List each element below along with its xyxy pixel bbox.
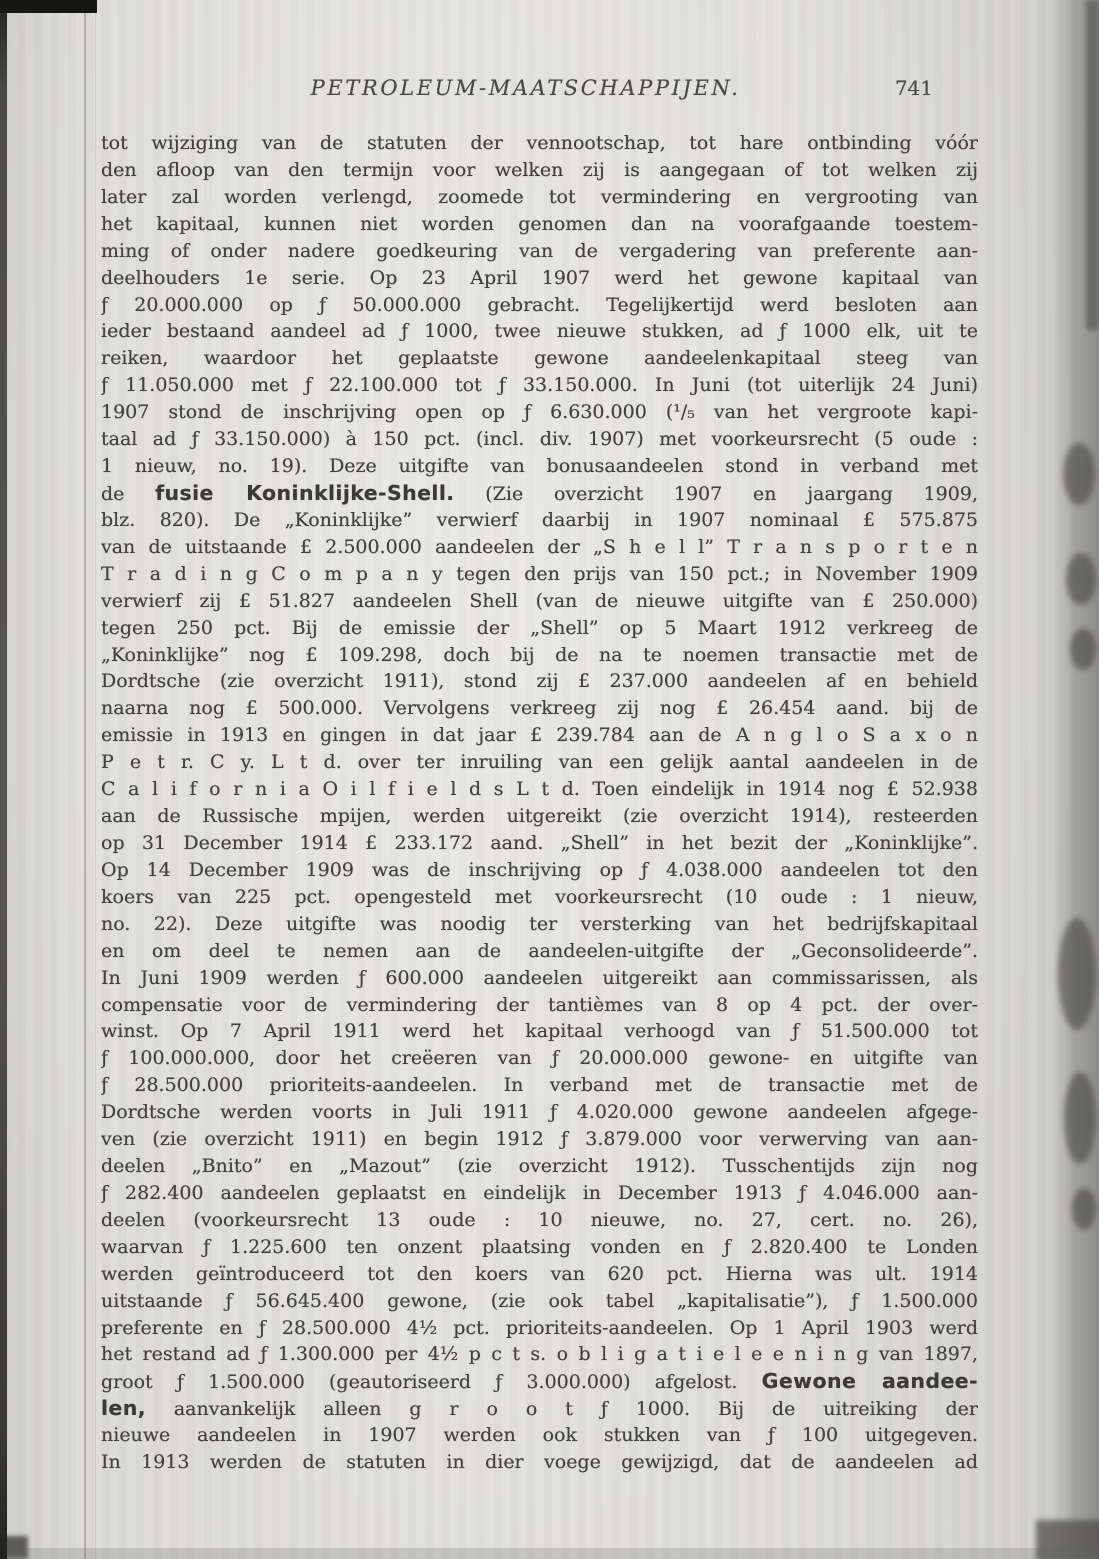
text-run: naarna nog £ 500.000. Vervolgens verkreeg zij nog £ 26.454 aand. bij de (101, 697, 978, 720)
text-line (101, 803, 978, 830)
text-line (101, 561, 978, 588)
page-gutter-crease-faint (95, 0, 96, 1559)
text-run: winst. Op 7 April 1911 werd het kapitaal verhoogd van ƒ 51.500.000 tot (101, 1020, 978, 1043)
text-line (101, 1072, 978, 1099)
text-run: Dordtsche werden voorts in Juli 1911 ƒ 4.020.000 gewone aandeelen afgege- (101, 1101, 978, 1124)
text-run: deelen (voorkeursrecht 13 oude : 10 nieuwe, no. 27, cert. no. 26), (101, 1208, 978, 1231)
running-head (101, 76, 978, 102)
text-line (101, 830, 978, 857)
text-line (101, 1126, 978, 1153)
text-run: reiken, waardoor het geplaatste gewone aandeelenkapitaal steeg van (101, 347, 978, 370)
text-run: emissie in 1913 en gingen in dat jaar £ 239.784 aan de A n g l o S a x o n (101, 724, 978, 747)
text-line (101, 480, 978, 507)
bold-run: Gewone aandee- (761, 1369, 978, 1394)
scan-corner-bottom-left (0, 1536, 28, 1559)
text-line (101, 184, 978, 211)
text-run: deelhouders 1e serie. Op 23 April 1907 werd het gewone kapitaal van (101, 266, 978, 289)
text-line (101, 507, 978, 534)
scan-smudge (1066, 553, 1096, 605)
text-run: groot ƒ 1.500.000 (geautoriseerd ƒ 3.000.000) afgelost. (101, 1371, 762, 1394)
text-line (101, 292, 978, 319)
text-run: de (101, 482, 156, 505)
text-line (101, 1207, 978, 1234)
text-run: tot wijziging van de statuten der vennootschap, tot hare ontbinding vóór (101, 132, 978, 154)
text-run: In Juni 1909 werden ƒ 600.000 aandeelen uitgereikt aan commissarissen, als (101, 966, 978, 989)
text-run: Op 14 December 1909 was de inschrijving op ƒ 4.038.000 aandeelen tot den (101, 858, 978, 881)
text-line (101, 318, 978, 345)
text-run: preferente en ƒ 28.500.000 4½ pct. prioriteits-aandeelen. Op 1 April 1903 werd (101, 1316, 978, 1339)
text-run: van de uitstaande £ 2.500.000 aandeelen der „S h e l l” T r a n s p o r t e n (101, 535, 978, 558)
text-line (101, 345, 978, 372)
text-run: deelen „Bnito” en „Mazout” (zie overzicht 1912). Tusschentijds zijn nog (101, 1155, 978, 1178)
text-line (101, 668, 978, 695)
text-line (101, 211, 978, 238)
page-number: 741 (894, 76, 933, 100)
scan-smudge (1072, 1188, 1096, 1230)
text-run: werden geïntroduceerd tot den koers van 620 pct. Hierna was ult. 1914 (101, 1262, 978, 1285)
bold-run: len, (101, 1396, 146, 1421)
text-line (101, 938, 978, 965)
text-line (101, 1422, 978, 1449)
text-line (101, 1368, 978, 1395)
text-run: ƒ 100.000.000, door het creëeren van ƒ 20.000.000 gewone- en uitgifte van (101, 1047, 978, 1070)
text-line (101, 453, 978, 480)
text-run: nieuwe aandeelen in 1907 werden ook stukken van ƒ 100 uitgegeven. (101, 1424, 978, 1447)
text-line (101, 615, 978, 642)
text-line (101, 1099, 978, 1126)
text-line (101, 1261, 978, 1288)
text-line (101, 722, 978, 749)
text-run: ƒ 11.050.000 met ƒ 22.100.000 tot ƒ 33.150.000. In Juni (tot uiterlijk 24 Juni) (101, 374, 978, 397)
page-gutter-crease (84, 0, 86, 1559)
text-run: den afloop van den termijn voor welken zij is aangegaan of tot welken zij (101, 158, 978, 181)
text-run: ming of onder nadere goedkeuring van de vergadering van preferente aan- (101, 239, 978, 262)
text-run: 1 nieuw, no. 19). Deze uitgifte van bonusaandeelen stond in verband met (101, 455, 978, 478)
text-line (101, 911, 978, 938)
text-line (101, 1341, 978, 1368)
text-line (101, 1288, 978, 1315)
text-line (101, 426, 978, 453)
text-run: P e t r. C y. L t d. over ter inruiling van een gelijk aantal aandeelen in de (101, 751, 978, 774)
text-line (101, 1395, 978, 1422)
text-line (101, 965, 978, 992)
text-run: taal ad ƒ 33.150.000) à 150 pct. (incl. div. 1907) met voorkeursrecht (5 oude : (101, 428, 978, 451)
text-line (101, 695, 978, 722)
text-run: en om deel te nemen aan de aandeelen-uitgifte der „Geconsolideerde”. (101, 939, 978, 962)
text-run: no. 22). Deze uitgifte was noodig ter versterking van het bedrijfskapitaal (101, 912, 978, 935)
text-run: (Zie overzicht 1907 en jaargang 1909, (454, 482, 978, 505)
scan-bottom-shadow (0, 1548, 1099, 1559)
text-line (101, 749, 978, 776)
text-run: het restand ad ƒ 1.300.000 per 4½ p c t s. o b l i g a t i e l e e n i n g van 1897, (101, 1343, 978, 1366)
text-run: tegen 250 pct. Bij de emissie der „Shell” op 5 Maart 1912 verkreeg de (101, 616, 978, 639)
text-run: aan de Russische mpijen, werden uitgereikt (zie overzicht 1914), resteerden (101, 805, 978, 828)
scan-smudge (1058, 918, 1096, 1030)
text-run: verwierf zij £ 51.827 aandeelen Shell (van de nieuwe uitgifte van £ 250.000) (101, 589, 978, 612)
scan-edge-right (1055, 0, 1099, 1559)
bold-run: fusie Koninklijke-Shell. (155, 480, 455, 505)
text-run: In 1913 werden de statuten in dier voege gewijzigd, dat de aandeelen ad (101, 1451, 978, 1474)
text-run: later zal worden verlengd, zoomede tot vermindering en vergrooting van (101, 185, 978, 208)
text-line (101, 1180, 978, 1207)
text-run: op 31 December 1914 £ 233.172 aand. „Shell” in het bezit der „Koninklijke”. (101, 831, 978, 854)
text-line (101, 1153, 978, 1180)
text-line (101, 1449, 978, 1476)
text-run: ieder bestaand aandeel ad ƒ 1000, twee nieuwe stukken, ad ƒ 1000 elk, uit te (101, 320, 978, 343)
text-run: waarvan ƒ 1.225.600 ten onzent plaatsing vonden en ƒ 2.820.400 te Londen (101, 1235, 978, 1258)
text-run: „Koninklijke” nog £ 109.298, doch bij de na te noemen transactie met de (101, 643, 978, 666)
body-text (101, 130, 978, 1476)
text-run: compensatie voor de vermindering der tantièmes van 8 op 4 pct. der over- (101, 993, 978, 1016)
text-line (101, 534, 978, 561)
text-line (101, 992, 978, 1019)
text-line (101, 1315, 978, 1342)
text-run: aanvankelijk alleen g r o o t ƒ 1000. Bij de uitreiking der (145, 1398, 978, 1421)
text-line (101, 265, 978, 292)
text-run: het kapitaal, kunnen niet worden genomen dan na voorafgaande toestem- (101, 212, 978, 235)
page-title: PETROLEUM-MAATSCHAPPIJEN. (310, 76, 741, 100)
text-run: ƒ 20.000.000 op ƒ 50.000.000 gebracht. Tegelijkertijd werd besloten aan (101, 293, 978, 316)
text-run: blz. 820). De „Koninklijke” verwierf daarbij in 1907 nominaal £ 575.875 (101, 508, 978, 531)
text-run: uitstaande ƒ 56.645.400 gewone, (zie ook tabel „kapitalisatie”), ƒ 1.500.000 (101, 1289, 978, 1312)
text-line (101, 1045, 978, 1072)
text-line (101, 857, 978, 884)
text-line (101, 372, 978, 399)
text-line (101, 642, 978, 669)
text-run: ƒ 282.400 aandeelen geplaatst en eindelijk in December 1913 ƒ 4.046.000 aan- (101, 1181, 978, 1204)
text-line (101, 884, 978, 911)
text-run: C a l i f o r n i a O i l f i e l d s L t d. Toen eindelijk in 1914 nog £ 52.938 (101, 778, 978, 801)
scan-smudge (1063, 443, 1095, 505)
text-line (101, 157, 978, 184)
scan-smudge (1070, 628, 1096, 670)
text-line (101, 399, 978, 426)
scan-smudge (1064, 1072, 1096, 1164)
text-line (101, 130, 978, 157)
text-run: ven (zie overzicht 1911) en begin 1912 ƒ 3.879.000 voor verwerving van aan- (101, 1128, 978, 1151)
text-run: ƒ 28.500.000 prioriteits-aandeelen. In verband met de transactie met de (101, 1074, 978, 1097)
text-run: koers van 225 pct. opengesteld met voorkeursrecht (10 oude : 1 nieuw, (101, 885, 978, 908)
text-run: T r a d i n g C o m p a n y tegen den prijs van 150 pct.; in November 1909 (101, 562, 978, 585)
text-line (101, 238, 978, 265)
scan-edge-left (0, 0, 7, 1559)
text-line (101, 588, 978, 615)
text-run: Dordtsche (zie overzicht 1911), stond zij £ 237.000 aandeelen af en behield (101, 670, 978, 693)
text-line (101, 1234, 978, 1261)
scan-edge-right-top (1086, 0, 1099, 330)
text-line (101, 776, 978, 803)
text-run: 1907 stond de inschrijving open op ƒ 6.630.000 (¹/₅ van het vergroote kapi- (101, 401, 978, 424)
scan-corner-top-left (0, 0, 97, 13)
scan-corner-bottom-right (1036, 1520, 1099, 1559)
text-line (101, 1018, 978, 1045)
